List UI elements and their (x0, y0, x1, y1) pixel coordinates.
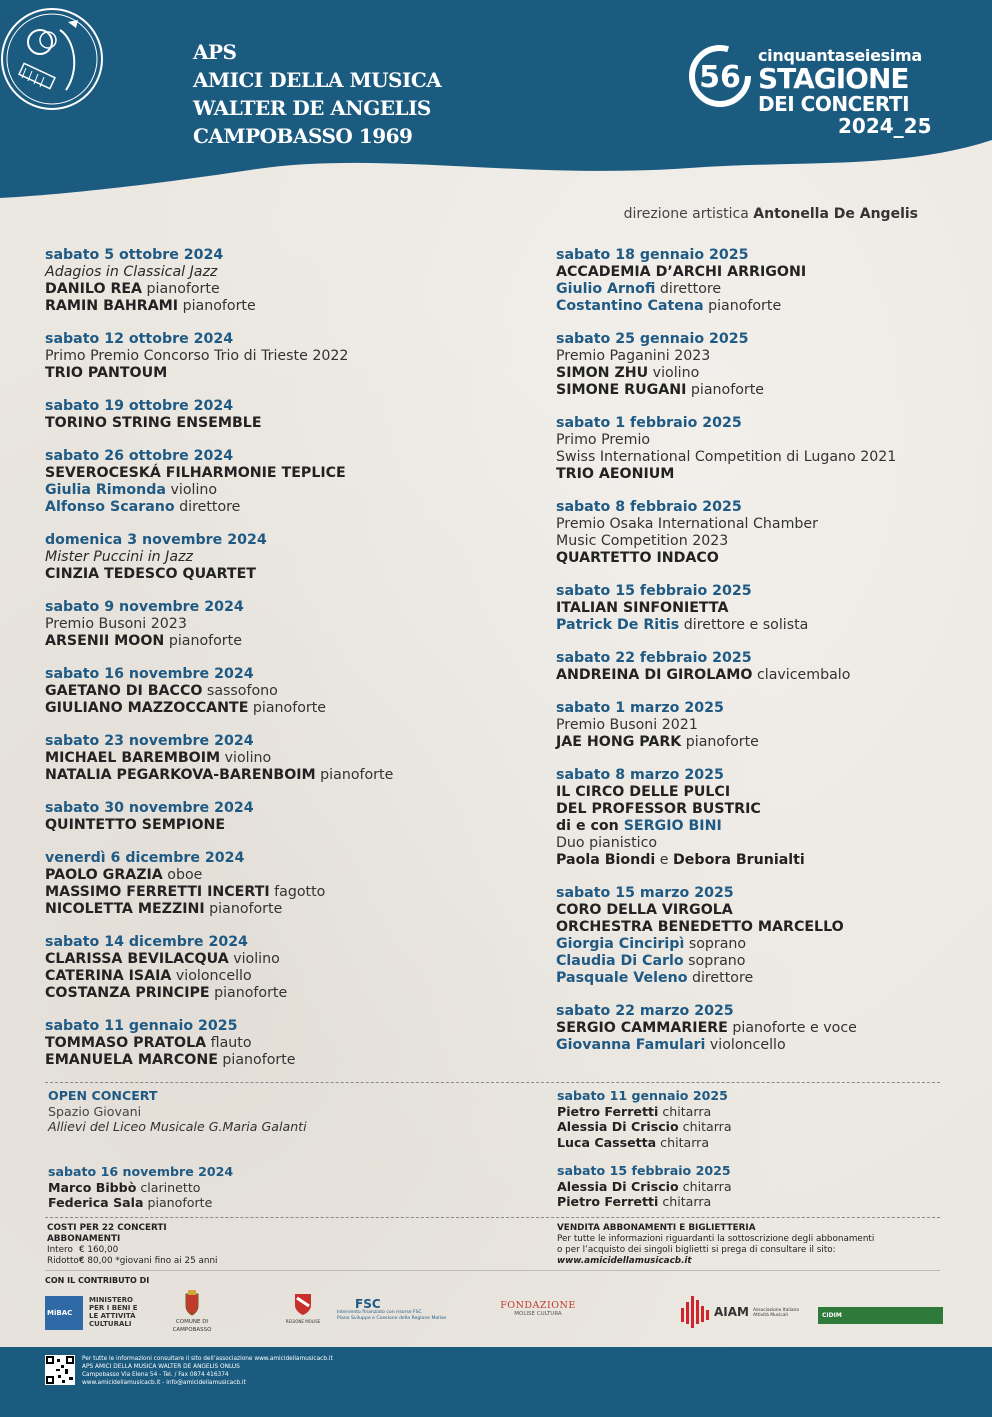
concert-entry (556, 583, 946, 634)
concert-entry (45, 599, 485, 650)
concert-date: sabato 9 novembre 2024 (45, 599, 244, 615)
concert-entry (557, 1163, 732, 1210)
concert-entry (45, 247, 485, 315)
performer-role: direttore (687, 970, 754, 986)
concert-line (45, 549, 485, 566)
concert-line (45, 767, 485, 784)
performer-name: CORO DELLA VIRGOLA (556, 902, 733, 918)
concert-date: sabato 18 gennaio 2025 (556, 247, 749, 263)
performer-name: SIMON ZHU (556, 365, 649, 381)
performer-role: violoncello (171, 968, 252, 984)
comune-crest-icon (184, 1290, 200, 1316)
association-logo-icon (0, 0, 104, 118)
performer-name: ACCADEMIA D’ARCHI ARRIGONI (556, 264, 807, 280)
season-subtitle: DEI CONCERTI (758, 92, 910, 116)
concert-line (556, 550, 946, 567)
performer-name: NATALIA PEGARKOVA-BARENBOIM (45, 767, 316, 783)
concert-line (556, 970, 946, 987)
concert-entry (45, 1018, 485, 1069)
season-title: STAGIONE (758, 62, 909, 95)
performer-name: TRIO PANTOUM (45, 365, 168, 381)
concert-line (45, 348, 485, 365)
performer-name: RAMIN BAHRAMI (45, 298, 179, 314)
ministero-line: LE ATTIVITÀ (89, 1312, 136, 1320)
performer-role: Premio Paganini 2023 (556, 348, 711, 364)
concert-line (45, 365, 485, 382)
fsc-line: Piano Sviluppo e Coesione della Regione Molise (337, 1315, 447, 1321)
concert-line (557, 1135, 732, 1151)
concert-line (45, 884, 485, 901)
performer-name: Giovanna Famulari (556, 1037, 706, 1053)
performer-role: pianoforte (209, 985, 288, 1001)
concert-date: sabato 25 gennaio 2025 (556, 331, 749, 347)
performer-role: pianoforte (248, 700, 327, 716)
regione-logo (283, 1292, 323, 1326)
concert-line (556, 953, 946, 970)
performer-role: Premio Osaka International Chamber (556, 516, 818, 532)
performer-role: clarinetto (136, 1179, 201, 1195)
aiam-label: AIAM (714, 1305, 749, 1319)
concert-line (45, 415, 485, 432)
season-word: cinquantaseiesima (758, 46, 922, 65)
ministero-text (89, 1296, 138, 1328)
concert-line (45, 901, 485, 918)
aiam-text (753, 1308, 799, 1318)
sales-text: o per l’acquisto dei singoli biglietti si prega di consultare il sito: (557, 1245, 836, 1255)
performer-name: ANDREINA DI GIROLAMO (556, 667, 753, 683)
performer-name: EMANUELA MARCONE (45, 1052, 218, 1068)
sales-title: VENDITA ABBONAMENTI E BIGLIETTERIA (557, 1223, 756, 1233)
concert-date: sabato 11 gennaio 2025 (45, 1018, 238, 1034)
performer-role: violino (648, 365, 700, 381)
performer-role: soprano (683, 953, 746, 969)
performer-name: IL CIRCO DELLE PULCI (556, 784, 731, 800)
comune-label: COMUNE DI CAMPOBASSO (172, 1319, 212, 1333)
performer-role: Premio Busoni 2023 (45, 616, 187, 632)
concert-date: sabato 26 ottobre 2024 (45, 448, 234, 464)
org-line: WALTER DE ANGELIS (193, 96, 431, 120)
performer-name: GIULIANO MAZZOCCANTE (45, 700, 249, 716)
performer-name: MASSIMO FERRETTI INCERTI (45, 884, 270, 900)
performer-role: pianoforte (315, 767, 394, 783)
concert-line (557, 1119, 732, 1135)
aiam-logo (681, 1296, 831, 1328)
concert-entry (556, 767, 946, 869)
fsc-logo (337, 1297, 467, 1321)
performer-role: Swiss International Competition di Lugano 2021 (556, 449, 897, 465)
concert-entry (45, 532, 485, 583)
performer-name: Giulia Rimonda (45, 482, 166, 498)
concert-line (45, 968, 485, 985)
performer-role: violino (166, 482, 218, 498)
performer-role: oboe (162, 867, 203, 883)
performer-name: COSTANZA PRINCIPE (45, 985, 210, 1001)
concert-line (556, 348, 946, 365)
performer-name: QUINTETTO SEMPIONE (45, 817, 226, 833)
ministero-line: PER I BENI E (89, 1304, 138, 1312)
performer-role: pianoforte (204, 901, 283, 917)
performer-name: TOMMASO PRATOLA (45, 1035, 207, 1051)
concert-line (556, 1037, 946, 1054)
concerts-left-column (45, 247, 485, 1085)
performer-role: violino (228, 951, 280, 967)
concert-entry (45, 331, 485, 382)
aiam-line: Attività Musicali (753, 1313, 788, 1318)
concert-entry (48, 1164, 233, 1211)
comune-logo (157, 1290, 227, 1334)
performer-role: chitarra (658, 1194, 712, 1209)
concert-date: sabato 23 novembre 2024 (45, 733, 254, 749)
performer-role: chitarra (678, 1178, 732, 1194)
sales-text: Per tutte le informazioni riguardanti la sottoscrizione degli abbonamenti (557, 1234, 875, 1244)
performer-name: MICHAEL BAREMBOIM (45, 750, 221, 766)
performer-role: flauto (206, 1035, 252, 1051)
concert-entry (556, 1003, 946, 1054)
performer-role: Music Competition 2023 (556, 533, 729, 549)
performer-role: fagotto (269, 884, 326, 900)
concert-entry (556, 331, 946, 399)
performer-role: violoncello (705, 1037, 786, 1053)
performer-role: sassofono (202, 683, 278, 699)
concert-entry (45, 800, 485, 834)
performer-name: Pietro Ferretti (557, 1103, 659, 1119)
performer-role: clavicembalo (752, 667, 851, 683)
concert-entry (45, 934, 485, 1002)
concert-date: sabato 12 ottobre 2024 (45, 331, 234, 347)
fondazione-logo (493, 1302, 583, 1318)
concert-date: sabato 5 ottobre 2024 (45, 247, 224, 263)
concert-line (556, 835, 946, 852)
ministero-line: MINISTERO (89, 1296, 133, 1304)
concert-line (45, 700, 485, 717)
fsc-label: FSC (355, 1297, 381, 1311)
season-number: 56 (699, 60, 741, 95)
performer-name: Luca Cassetta (557, 1134, 657, 1150)
concert-line (556, 449, 946, 466)
footer-text (82, 1355, 333, 1387)
concert-line (45, 985, 485, 1002)
concert-line (556, 852, 946, 869)
footer-line: APS AMICI DELLA MUSICA WALTER DE ANGELIS ONLUS (82, 1364, 240, 1370)
performer-name: Claudia Di Carlo (556, 953, 684, 969)
ministero-line: CULTURALI (89, 1320, 132, 1328)
open-concert-block (48, 1088, 307, 1135)
concert-entry (45, 850, 485, 918)
season-badge (688, 44, 932, 144)
cidim-logo-icon (818, 1307, 943, 1324)
concert-entry (45, 398, 485, 432)
org-line: AMICI DELLA MUSICA (193, 68, 442, 92)
performer-name: ARSENII MOON (45, 633, 165, 649)
header-banner (0, 0, 992, 200)
costs-subtitle: ABBONAMENTI (47, 1234, 121, 1244)
performer-role: pianoforte (703, 298, 782, 314)
organization-name (193, 38, 441, 150)
concert-line (556, 919, 946, 936)
performer-name: ITALIAN SINFONIETTA (556, 600, 729, 616)
performer-name: Federica Sala (48, 1195, 144, 1210)
concert-line (45, 281, 485, 298)
concert-date: sabato 19 ottobre 2024 (45, 398, 234, 414)
concert-entry (45, 666, 485, 717)
fondazione-label: FONDAZIONE (500, 1300, 576, 1311)
performer-role: pianoforte (217, 1052, 296, 1068)
performer-name: di e con (556, 818, 624, 834)
open-concert-left-event (48, 1164, 233, 1211)
concert-line (45, 298, 485, 315)
concert-line (557, 1179, 732, 1195)
performer-role: Premio Busoni 2021 (556, 717, 698, 733)
performer-role: direttore (655, 281, 722, 297)
concert-line (556, 264, 946, 281)
open-concert-right-events (557, 1088, 732, 1210)
footer-line: Per tutte le informazioni consultare il sito dell’associazione www.amicidellamusicacb.it (82, 1356, 333, 1362)
concert-date: domenica 3 novembre 2024 (45, 532, 267, 548)
sponsor-logos (45, 1290, 945, 1340)
performer-role: pianoforte (681, 734, 759, 750)
ridotto-label: Ridotto* (47, 1256, 84, 1266)
performer-name: Alfonso Scarano (45, 499, 175, 515)
concert-line (45, 633, 485, 650)
concert-line (45, 683, 485, 700)
divider (45, 1217, 940, 1218)
open-concert-description: Allievi del Liceo Musicale G.Maria Galanti (48, 1119, 307, 1134)
ridotto-value: € 80,00 *giovani fino ai 25 anni (79, 1256, 218, 1266)
performer-role: pianoforte (142, 281, 220, 297)
divider (45, 1082, 940, 1083)
concert-entry (556, 885, 946, 987)
performer-name: JAE HONG PARK (556, 734, 682, 750)
concert-line (556, 533, 946, 550)
org-line: CAMPOBASSO 1969 (193, 124, 413, 148)
costs-block (47, 1223, 218, 1267)
concert-date: sabato 16 novembre 2024 (45, 666, 254, 682)
open-concert-title: OPEN CONCERT (48, 1088, 158, 1103)
aiam-line: Associazione Italiana (753, 1308, 799, 1313)
contributors-label: CON IL CONTRIBUTO DI (45, 1276, 150, 1285)
concert-entry (45, 448, 485, 516)
concert-date: sabato 16 novembre 2024 (48, 1164, 234, 1179)
ministero-logo-icon (45, 1296, 83, 1330)
performer-name: DANILO REA (45, 281, 143, 297)
performer-name: CATERINA ISAIA (45, 968, 172, 984)
performer-role: Duo pianistico (556, 835, 658, 851)
performer-role: e (655, 852, 674, 868)
performer-name: CLARISSA BEVILACQUA (45, 951, 229, 967)
concert-line (556, 281, 946, 298)
concert-line (45, 566, 485, 583)
performer-role: Primo Premio (556, 432, 651, 448)
performer-role: chitarra (656, 1134, 710, 1150)
performer-role: direttore e solista (679, 617, 809, 633)
performer-role: pianoforte (178, 298, 256, 314)
concert-line (556, 365, 946, 382)
performer-name: Alessia Di Criscio (557, 1119, 679, 1134)
concert-line (48, 1180, 233, 1196)
concert-date: sabato 1 marzo 2025 (556, 700, 724, 716)
ministero-abbr: MiBAC (47, 1309, 73, 1317)
performer-role: pianoforte (164, 633, 242, 649)
performer-name: Giorgia Cinciripì (556, 936, 685, 952)
performer-name: Debora Brunialti (673, 852, 805, 868)
performer-name: TORINO STRING ENSEMBLE (45, 415, 262, 431)
performer-name: Patrick De Ritis (556, 617, 680, 633)
footer-line: Campobasso Via Elena 54 - Tel. / Fax 0874 416374 (82, 1372, 229, 1378)
direction-label: direzione artistica (623, 206, 749, 222)
concert-date: sabato 8 marzo 2025 (556, 767, 724, 783)
concert-line (556, 516, 946, 533)
sales-site-link[interactable]: www.amicidellamusicacb.it (557, 1256, 692, 1266)
concert-line (45, 264, 485, 281)
performer-name: CINZIA TEDESCO QUARTET (45, 566, 256, 582)
performer-name: Marco Bibbò (48, 1179, 137, 1195)
program-title: Adagios in Classical Jazz (45, 264, 218, 280)
concert-date: sabato 1 febbraio 2025 (556, 415, 742, 431)
sales-block (557, 1223, 874, 1267)
concert-line (45, 867, 485, 884)
concert-date: sabato 15 marzo 2025 (556, 885, 734, 901)
concert-date: sabato 30 novembre 2024 (45, 800, 254, 816)
concert-entry (556, 700, 946, 751)
concert-line (556, 936, 946, 953)
concert-line (45, 482, 485, 499)
concert-line (556, 734, 946, 751)
concert-line (48, 1195, 233, 1211)
qr-code-icon[interactable] (45, 1355, 75, 1385)
performer-name: Giulio Arnofi (556, 281, 656, 297)
performer-role: pianoforte (143, 1195, 213, 1210)
performer-role: soprano (684, 936, 747, 952)
concert-line (45, 951, 485, 968)
concert-date: sabato 15 febbraio 2025 (557, 1163, 731, 1178)
concert-entry (556, 650, 946, 684)
performer-name: Costantino Catena (556, 298, 704, 314)
concert-line (556, 1020, 946, 1037)
performer-role: pianoforte e voce (727, 1020, 857, 1036)
performer-role: pianoforte (686, 382, 765, 398)
divider (45, 1270, 940, 1271)
concert-entry (45, 733, 485, 784)
concert-entry (557, 1088, 732, 1150)
concert-line (556, 617, 946, 634)
performer-name: Paola Biondi (556, 852, 656, 868)
regione-crest-icon (294, 1292, 312, 1316)
intero-label: Intero (47, 1245, 73, 1255)
concert-line (556, 466, 946, 483)
performer-name: SERGIO CAMMARIERE (556, 1020, 728, 1036)
performer-name: Alessia Di Criscio (557, 1178, 679, 1194)
program-title: Mister Puccini in Jazz (45, 549, 193, 565)
artistic-direction (624, 206, 918, 222)
performer-name: SEVEROCESKÁ FILHARMONIE TEPLICE (45, 465, 346, 481)
performer-name: QUARTETTO INDACO (556, 550, 719, 566)
fsc-line: Intervento finanziato con risorse FSC (337, 1310, 422, 1315)
concert-line (556, 298, 946, 315)
footer (0, 1347, 992, 1417)
performer-role: Primo Premio Concorso Trio di Trieste 2022 (45, 348, 349, 364)
performer-name: DEL PROFESSOR BUSTRIC (556, 801, 761, 817)
concert-line (556, 801, 946, 818)
season-years: 2024_25 (838, 114, 932, 138)
open-concert-subtitle: Spazio Giovani (48, 1103, 142, 1119)
concert-line (45, 750, 485, 767)
performer-role: chitarra (658, 1103, 712, 1119)
concert-date: sabato 11 gennaio 2025 (557, 1088, 728, 1103)
aiam-bars-icon (681, 1296, 711, 1328)
director-name: Antonella De Angelis (753, 206, 918, 222)
concert-line (557, 1194, 732, 1210)
concert-entry (556, 499, 946, 567)
performer-name: Pietro Ferretti (557, 1194, 659, 1209)
concert-line (45, 616, 485, 633)
concert-line (45, 1052, 485, 1069)
concert-line (45, 499, 485, 516)
concert-date: venerdì 6 dicembre 2024 (45, 850, 245, 866)
concert-line (45, 817, 485, 834)
regione-label: REGIONE MOLISE (285, 1319, 321, 1324)
concert-line (556, 667, 946, 684)
performer-name: Pasquale Veleno (556, 970, 688, 986)
fondazione-sub: MOLISE CULTURA (514, 1311, 562, 1317)
concert-date: sabato 15 febbraio 2025 (556, 583, 752, 599)
concert-line (556, 717, 946, 734)
footer-line: www.amicidellamusicacb.it - info@amicidellamusicacb.it (82, 1380, 246, 1386)
org-line: APS (193, 40, 237, 64)
concert-line (556, 432, 946, 449)
concert-line (557, 1104, 732, 1120)
cidim-label: CIDIM (822, 1312, 842, 1319)
performer-role: chitarra (678, 1119, 732, 1134)
concert-line (556, 784, 946, 801)
concert-line (556, 902, 946, 919)
concert-entry (556, 415, 946, 483)
concert-date: sabato 22 marzo 2025 (556, 1003, 734, 1019)
concert-entry (556, 247, 946, 315)
performer-name: SIMONE RUGANI (556, 382, 687, 398)
concert-line (45, 1035, 485, 1052)
intero-value: € 160,00 (79, 1245, 119, 1255)
concert-line (556, 600, 946, 617)
performer-name: TRIO AEONIUM (556, 466, 675, 482)
performer-name: NICOLETTA MEZZINI (45, 901, 205, 917)
performer-role: direttore (174, 499, 241, 515)
concert-line (556, 818, 946, 835)
season-number-icon (688, 44, 752, 108)
concert-date: sabato 14 dicembre 2024 (45, 934, 248, 950)
performer-name: GAETANO DI BACCO (45, 683, 203, 699)
performer-name: ORCHESTRA BENEDETTO MARCELLO (556, 919, 844, 935)
concert-date: sabato 8 febbraio 2025 (556, 499, 742, 515)
concert-line (45, 465, 485, 482)
concert-line (556, 382, 946, 399)
performer-name: PAOLO GRAZIA (45, 867, 163, 883)
performer-role: violino (220, 750, 272, 766)
costs-title: COSTI PER 22 CONCERTI (47, 1223, 167, 1233)
performer-name: SERGIO BINI (623, 818, 722, 834)
concert-date: sabato 22 febbraio 2025 (556, 650, 752, 666)
concerts-right-column (556, 247, 946, 1070)
